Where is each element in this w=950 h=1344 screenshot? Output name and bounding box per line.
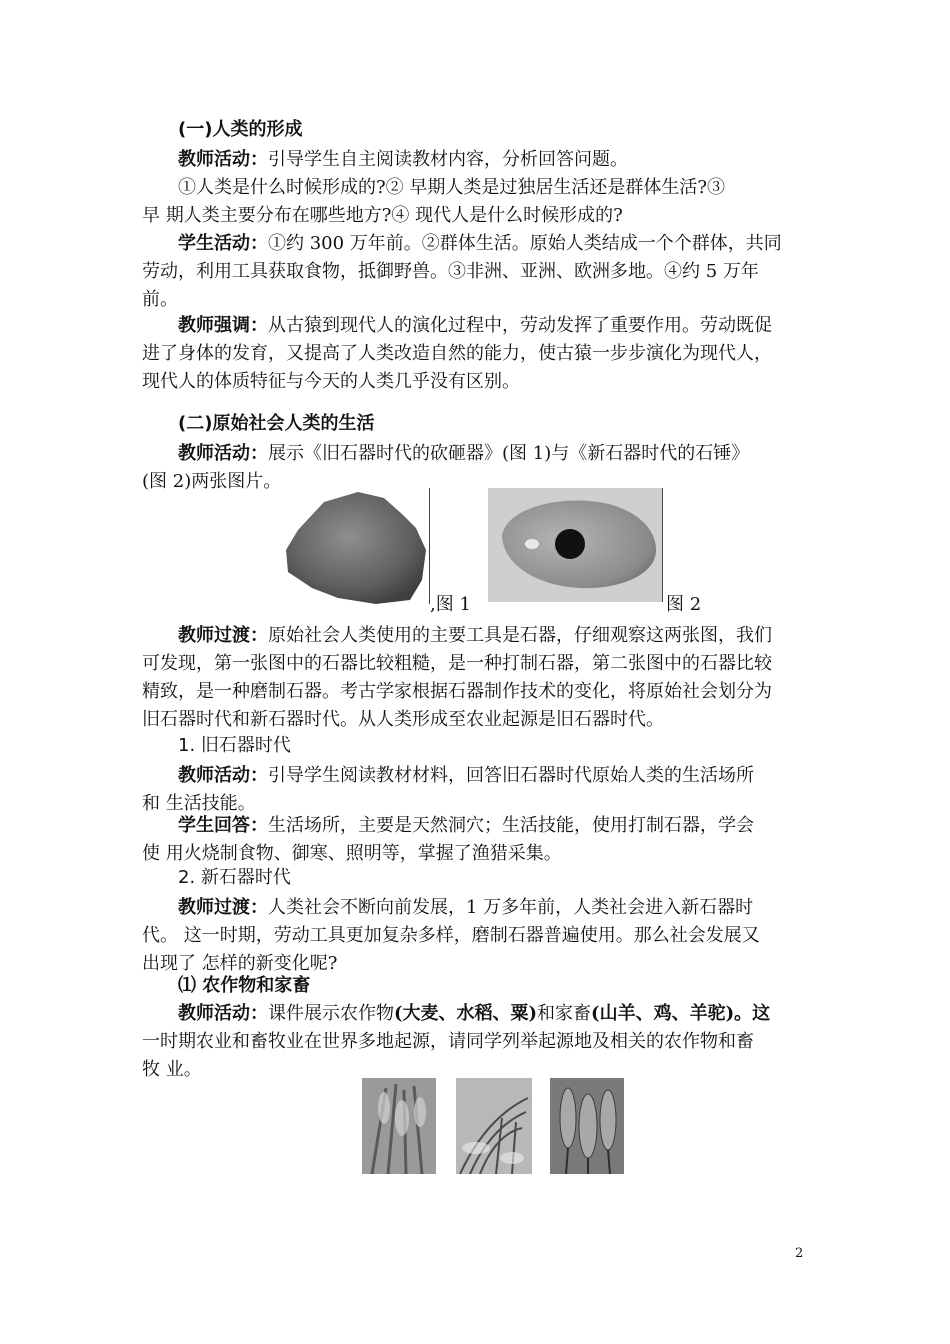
page-number: 2	[795, 1246, 804, 1261]
text: ①约 300 万年前。②群体生活。原始人类结成一个个群体，共同	[268, 233, 782, 254]
text: 精致，是一种磨制石器。考古学家根据石器制作技术的变化，将原始社会划分为	[142, 681, 772, 702]
text: 引导学生自主阅读教材内容，分析回答问题。	[268, 149, 628, 170]
text: 人类社会不断向前发展，1 万多年前，人类社会进入新石器时	[268, 897, 754, 918]
section-heading-human-formation: (一)人类的形成	[178, 119, 303, 140]
paragraph-teacher-activity-1	[142, 146, 810, 174]
label: 教师过渡：	[178, 897, 268, 918]
figure-divider	[662, 488, 663, 602]
chopping-tool-image	[284, 488, 430, 604]
text: 和家畜	[537, 1003, 592, 1024]
stone-hammer-image	[488, 488, 662, 602]
text: 早 期人类主要分布在哪些地方?④ 现代人是什么时候形成的?	[142, 205, 623, 226]
text: 现代人的体质特征与今天的人类几乎没有区别。	[142, 371, 520, 392]
figure-divider	[429, 488, 430, 604]
label: 教师活动：	[178, 1003, 268, 1024]
label: 学生活动：	[178, 233, 268, 254]
text: 一时期农业和畜牧业在世界多地起源，请同学列举起源地及相关的农作物和畜	[142, 1031, 754, 1052]
text: 使 用火烧制食物、御寒、照明等，掌握了渔猎采集。	[142, 843, 562, 864]
subheading-paleolithic: 1. 旧石器时代	[178, 735, 291, 756]
text: 牧 业。	[142, 1059, 202, 1080]
text: 前。	[142, 289, 178, 310]
paragraph-teacher-transition-1	[142, 622, 810, 734]
paragraph-teacher-transition-2	[142, 894, 810, 978]
figure-1-caption: ,图 1	[430, 594, 471, 615]
text: 课件展示农作物	[268, 1003, 394, 1024]
text: 进了身体的发育，又提高了人类改造自然的能力，使古猿一步步演化为现代人，	[142, 343, 772, 364]
text: 可发现，第一张图中的石器比较粗糙，是一种打制石器，第二张图中的石器比较	[142, 653, 772, 674]
text: (图 2)两张图片。	[142, 471, 282, 492]
text: 和 生活技能。	[142, 793, 256, 814]
subheading-crops-livestock: ⑴ 农作物和家畜	[178, 975, 311, 996]
figure-2-caption: 图 2	[666, 594, 702, 615]
millet-image	[550, 1078, 624, 1174]
paragraph-teacher-activity-2	[142, 440, 810, 496]
bold-text: (山羊、鸡、羊驼)。这	[591, 1003, 771, 1024]
text: 原始社会人类使用的主要工具是石器，仔细观察这两张图，我们	[268, 625, 772, 646]
text: 出现了 怎样的新变化呢?	[142, 953, 338, 974]
text: 劳动，利用工具获取食物，抵御野兽。③非洲、亚洲、欧洲多地。④约 5 万年	[142, 261, 759, 282]
label: 教师活动：	[178, 149, 268, 170]
paragraph-teacher-activity-4	[142, 1000, 810, 1084]
paragraph-student-answer	[142, 812, 810, 868]
text: 展示《旧石器时代的砍砸器》(图 1)与《新石器时代的石锤》	[268, 443, 750, 464]
text: 代。 这一时期，劳动工具更加复杂多样，磨制石器普遍使用。那么社会发展又	[142, 925, 760, 946]
paragraph-teacher-emphasis	[142, 312, 810, 396]
subheading-neolithic: 2. 新石器时代	[178, 867, 291, 888]
paragraph-teacher-activity-3	[142, 762, 810, 818]
paragraph-student-activity	[142, 230, 810, 314]
paragraph-questions	[142, 174, 810, 230]
barley-image	[362, 1078, 436, 1174]
text: 旧石器时代和新石器时代。从人类形成至农业起源是旧石器时代。	[142, 709, 664, 730]
rice-image	[456, 1078, 532, 1174]
label: 学生回答：	[178, 815, 268, 836]
text: ①人类是什么时候形成的?② 早期人类是过独居生活还是群体生活?③	[178, 177, 726, 198]
label: 教师活动：	[178, 765, 268, 786]
text: 引导学生阅读教材材料，回答旧石器时代原始人类的生活场所	[268, 765, 754, 786]
label: 教师强调：	[178, 315, 268, 336]
text: 生活场所，主要是天然洞穴；生活技能，使用打制石器，学会	[268, 815, 754, 836]
section-heading-primitive-life: (二)原始社会人类的生活	[178, 413, 375, 434]
label: 教师活动：	[178, 443, 268, 464]
text: 从古猿到现代人的演化过程中，劳动发挥了重要作用。劳动既促	[268, 315, 772, 336]
label: 教师过渡：	[178, 625, 268, 646]
bold-text: (大麦、水稻、粟)	[394, 1003, 538, 1024]
